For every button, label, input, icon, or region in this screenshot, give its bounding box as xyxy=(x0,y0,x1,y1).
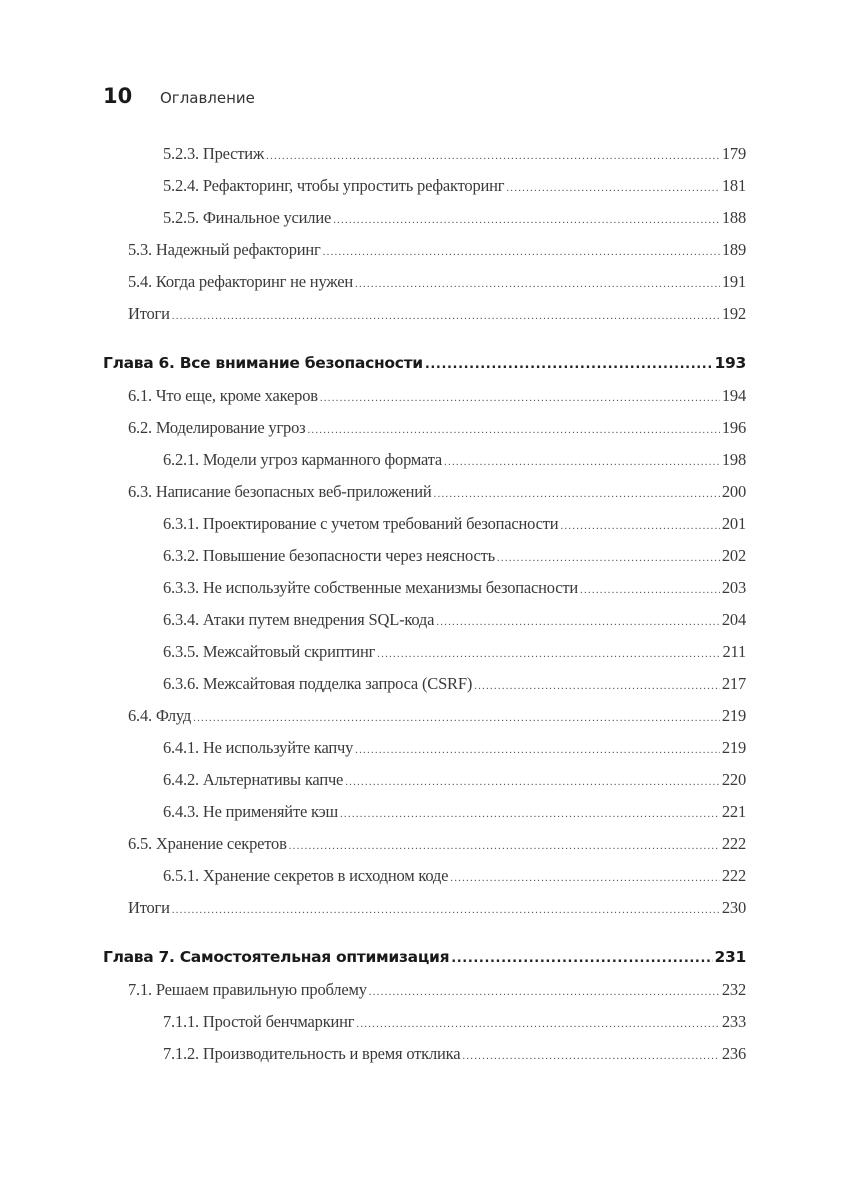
toc-entry-label: 6.2.1. Модели угроз карманного формата xyxy=(163,450,443,469)
toc-entry-6-3 xyxy=(128,482,746,508)
toc-entry-label: 5.3. Надежный рефакторинг xyxy=(128,240,321,259)
toc-entry-page: 232 xyxy=(721,980,746,999)
page-number: 10 xyxy=(103,84,133,108)
toc-entry-6-2-1 xyxy=(163,450,746,476)
dot-leader xyxy=(307,424,719,436)
toc-entry-6-3-6 xyxy=(163,674,746,700)
toc-entry-6-4-3 xyxy=(163,802,746,828)
dot-leader xyxy=(333,214,720,226)
toc-entry-label: 7.1.2. Производительность и время отклика xyxy=(163,1044,461,1063)
toc-entry-page: 204 xyxy=(721,610,746,629)
toc-entry-page: 189 xyxy=(721,240,746,259)
toc-entry-6-4 xyxy=(128,706,746,732)
toc-entry-page: 196 xyxy=(721,418,746,437)
toc-chapter-page: 231 xyxy=(714,948,746,966)
toc-entry-label: 6.5.1. Хранение секретов в исходном коде xyxy=(163,866,449,885)
toc-entry-label: 6.1. Что еще, кроме хакеров xyxy=(128,386,318,405)
toc-entry-label: 6.3.3. Не используйте собственные механизмы безопасности xyxy=(163,578,579,597)
toc-entry-label: 5.2.3. Престиж xyxy=(163,144,265,163)
dot-leader xyxy=(369,986,720,998)
toc-entry-page: 233 xyxy=(721,1012,746,1031)
toc-entry-summary-6 xyxy=(128,898,746,924)
toc-entry-6-3-5 xyxy=(163,642,746,668)
toc-entry-label: 7.1.1. Простой бенчмаркинг xyxy=(163,1012,355,1031)
toc-entry-label: 5.4. Когда рефакторинг не нужен xyxy=(128,272,354,291)
toc-entry-label: 6.3.2. Повышение безопасности через неясность xyxy=(163,546,495,565)
toc-entry-page: 236 xyxy=(721,1044,746,1063)
dot-leader xyxy=(377,648,720,660)
toc-entry-label: 6.3. Написание безопасных веб-приложений xyxy=(128,482,432,501)
toc-entry-label: 6.4. Флуд xyxy=(128,706,192,725)
toc-entry-6-3-3 xyxy=(163,578,746,604)
toc-entry-label: 6.4.3. Не применяйте кэш xyxy=(163,802,338,821)
toc-entry-page: 198 xyxy=(721,450,746,469)
toc-entry-6-4-1 xyxy=(163,738,746,764)
toc-entry-5-2-5 xyxy=(163,208,746,234)
dot-leader xyxy=(323,246,720,258)
toc-chapter-label: Глава 6. Все внимание безопасности xyxy=(103,354,423,372)
toc-entry-6-2 xyxy=(128,418,746,444)
toc-entry-page: 200 xyxy=(721,482,746,501)
dot-leader xyxy=(580,584,720,596)
toc-entry-page: 203 xyxy=(721,578,746,597)
toc-entry-6-5-1 xyxy=(163,866,746,892)
dot-leader xyxy=(340,808,720,820)
dot-leader xyxy=(172,310,720,322)
toc-entry-page: 194 xyxy=(721,386,746,405)
toc-entry-page: 222 xyxy=(721,866,746,885)
toc-entry-label: 6.2. Моделирование угроз xyxy=(128,418,306,437)
dot-leader xyxy=(450,872,720,884)
dot-leader xyxy=(355,278,720,290)
dot-leader xyxy=(434,488,720,500)
toc-chapter-page: 193 xyxy=(714,354,746,372)
dot-leader xyxy=(462,1050,719,1062)
toc-chapter-6 xyxy=(103,354,746,380)
running-header xyxy=(103,84,255,114)
toc-entry-7-1 xyxy=(128,980,746,1006)
toc-entry-page: 201 xyxy=(721,514,746,533)
toc-entry-label: Итоги xyxy=(128,898,170,917)
toc-entry-label: 5.2.4. Рефакторинг, чтобы упростить рефакторинг xyxy=(163,176,505,195)
toc-entry-page: 230 xyxy=(721,898,746,917)
dot-leader xyxy=(444,456,720,468)
toc-entry-6-3-2 xyxy=(163,546,746,572)
dot-leader xyxy=(320,392,720,404)
toc-entry-page: 219 xyxy=(721,738,746,757)
toc-entry-5-2-4 xyxy=(163,176,746,202)
toc-entry-summary-5 xyxy=(128,304,746,330)
toc-entry-7-1-2 xyxy=(163,1044,746,1070)
toc-entry-6-4-2 xyxy=(163,770,746,796)
toc-entry-page: 179 xyxy=(721,144,746,163)
toc-entry-page: 202 xyxy=(721,546,746,565)
toc-entry-label: 6.4.2. Альтернативы капче xyxy=(163,770,344,789)
toc-entry-page: 181 xyxy=(721,176,746,195)
toc-entry-label: 5.2.5. Финальное усилие xyxy=(163,208,332,227)
dot-leader xyxy=(172,904,720,916)
toc-entry-6-3-1 xyxy=(163,514,746,540)
dot-leader xyxy=(355,744,720,756)
toc-entry-label: 6.3.4. Атаки путем внедрения SQL-кода xyxy=(163,610,435,629)
toc-entry-page: 217 xyxy=(721,674,746,693)
toc-entry-label: 6.3.1. Проектирование с учетом требований безопасности xyxy=(163,514,559,533)
dot-leader xyxy=(436,616,720,628)
toc-chapter-7 xyxy=(103,948,746,974)
dot-leader xyxy=(506,182,720,194)
toc-entry-label: 6.4.1. Не используйте капчу xyxy=(163,738,354,757)
dot-leader xyxy=(497,552,720,564)
dot-leader xyxy=(266,150,720,162)
toc-entry-label: 6.3.5. Межсайтовый скриптинг xyxy=(163,642,376,661)
toc-entry-page: 192 xyxy=(721,304,746,323)
dot-leader xyxy=(425,357,713,372)
dot-leader xyxy=(289,840,720,852)
running-title: Оглавление xyxy=(160,89,255,107)
toc-entry-page: 222 xyxy=(721,834,746,853)
dot-leader xyxy=(560,520,719,532)
toc-entry-page: 211 xyxy=(722,642,746,661)
toc-entry-5-2-3 xyxy=(163,144,746,170)
toc-entry-page: 191 xyxy=(721,272,746,291)
toc-entry-6-1 xyxy=(128,386,746,412)
toc-entry-6-5 xyxy=(128,834,746,860)
toc-chapter-label: Глава 7. Самостоятельная оптимизация xyxy=(103,948,450,966)
dot-leader xyxy=(451,951,712,966)
toc-entry-label: 7.1. Решаем правильную проблему xyxy=(128,980,367,999)
toc-entry-label: 6.5. Хранение секретов xyxy=(128,834,287,853)
toc-entry-page: 188 xyxy=(721,208,746,227)
toc-entry-page: 219 xyxy=(721,706,746,725)
toc-entry-7-1-1 xyxy=(163,1012,746,1038)
dot-leader xyxy=(356,1018,719,1030)
dot-leader xyxy=(474,680,720,692)
toc-entry-6-3-4 xyxy=(163,610,746,636)
toc-entry-label: 6.3.6. Межсайтовая подделка запроса (CSRF) xyxy=(163,674,473,693)
toc-entry-page: 221 xyxy=(721,802,746,821)
toc-entry-5-3 xyxy=(128,240,746,266)
toc-entry-5-4 xyxy=(128,272,746,298)
toc-entry-page: 220 xyxy=(721,770,746,789)
dot-leader xyxy=(193,712,720,724)
toc-entry-label: Итоги xyxy=(128,304,170,323)
dot-leader xyxy=(345,776,720,788)
